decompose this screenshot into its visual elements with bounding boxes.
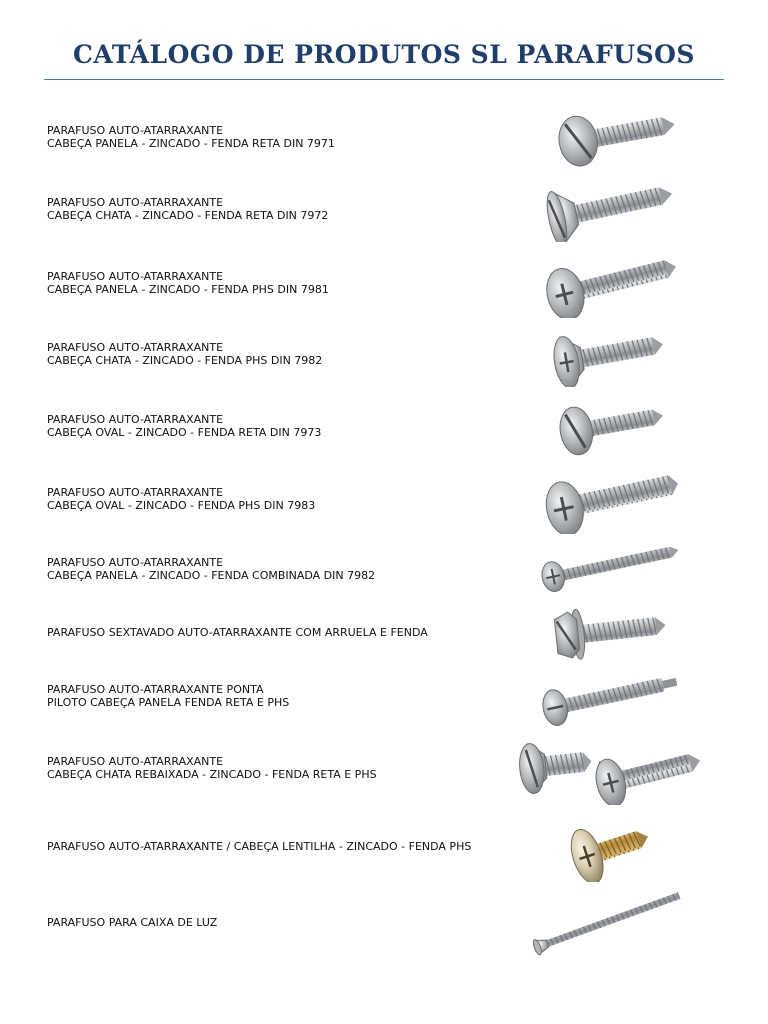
oval-head-slotted-screw-image xyxy=(554,395,666,457)
product-line2: CABEÇA OVAL - ZINCADO - FENDA PHS DIN 7983 xyxy=(47,499,316,512)
truss-head-phillips-screw-image xyxy=(566,816,654,882)
electrical-box-screw-image xyxy=(526,888,691,956)
product-description xyxy=(47,755,377,781)
product-description xyxy=(47,626,428,639)
product-line1: PARAFUSO AUTO-ATARRAXANTE xyxy=(47,124,224,137)
product-line1: PARAFUSO AUTO-ATARRAXANTE PONTA xyxy=(47,683,264,696)
product-line1: PARAFUSO AUTO-ATARRAXANTE xyxy=(47,486,224,499)
pan-head-slotted-screw-image xyxy=(548,106,678,168)
product-line2: CABEÇA PANELA - ZINCADO - FENDA RETA DIN 7971 xyxy=(47,137,335,150)
pilot-point-pan-head-screw-image xyxy=(538,665,683,727)
hex-washer-head-screw-image xyxy=(548,602,670,662)
product-description xyxy=(47,413,321,439)
product-line1: PARAFUSO SEXTAVADO AUTO-ATARRAXANTE COM ARRUELA E FENDA xyxy=(47,626,428,639)
product-line1: PARAFUSO AUTO-ATARRAXANTE / CABEÇA LENTILHA - ZINCADO - FENDA PHS xyxy=(47,840,472,853)
product-description xyxy=(47,486,315,512)
product-line1: PARAFUSO AUTO-ATARRAXANTE xyxy=(47,270,224,283)
oval-head-phillips-screw-image xyxy=(540,466,680,534)
product-line2: CABEÇA OVAL - ZINCADO - FENDA RETA DIN 7973 xyxy=(47,426,322,439)
product-line1: PARAFUSO AUTO-ATARRAXANTE xyxy=(47,556,224,569)
product-description xyxy=(47,196,328,222)
product-line1: PARAFUSO AUTO-ATARRAXANTE xyxy=(47,413,224,426)
product-description xyxy=(47,341,322,367)
product-line2: CABEÇA CHATA - ZINCADO - FENDA RETA DIN 7972 xyxy=(47,209,329,222)
product-description xyxy=(47,916,217,929)
product-line2: CABEÇA CHATA - ZINCADO - FENDA PHS DIN 7982 xyxy=(47,354,323,367)
flat-head-slotted-screw-image xyxy=(542,176,677,242)
pan-head-phillips-screw-image xyxy=(540,248,680,318)
page-title: CATÁLOGO DE PRODUTOS SL PARAFUSOS xyxy=(73,40,695,69)
product-description xyxy=(47,124,335,150)
title-divider xyxy=(44,79,724,80)
product-line2: CABEÇA PANELA - ZINCADO - FENDA PHS DIN 7981 xyxy=(47,283,329,296)
product-line1: PARAFUSO AUTO-ATARRAXANTE xyxy=(47,341,224,354)
product-line2: PILOTO CABEÇA PANELA FENDA RETA E PHS xyxy=(47,696,290,709)
product-line2: CABEÇA CHATA REBAIXADA - ZINCADO - FENDA RETA E PHS xyxy=(47,768,377,781)
pan-head-combination-screw-image xyxy=(536,534,681,596)
countersunk-head-screws-pair-image xyxy=(516,735,706,805)
flat-head-phillips-screw-image xyxy=(548,323,668,387)
product-line1: PARAFUSO AUTO-ATARRAXANTE xyxy=(47,196,224,209)
product-line1: PARAFUSO AUTO-ATARRAXANTE xyxy=(47,755,224,768)
product-description xyxy=(47,556,375,582)
product-description xyxy=(47,270,329,296)
product-description xyxy=(47,840,471,853)
product-line1: PARAFUSO PARA CAIXA DE LUZ xyxy=(47,916,218,929)
product-description xyxy=(47,683,289,709)
product-line2: CABEÇA PANELA - ZINCADO - FENDA COMBINADA DIN 7982 xyxy=(47,569,376,582)
